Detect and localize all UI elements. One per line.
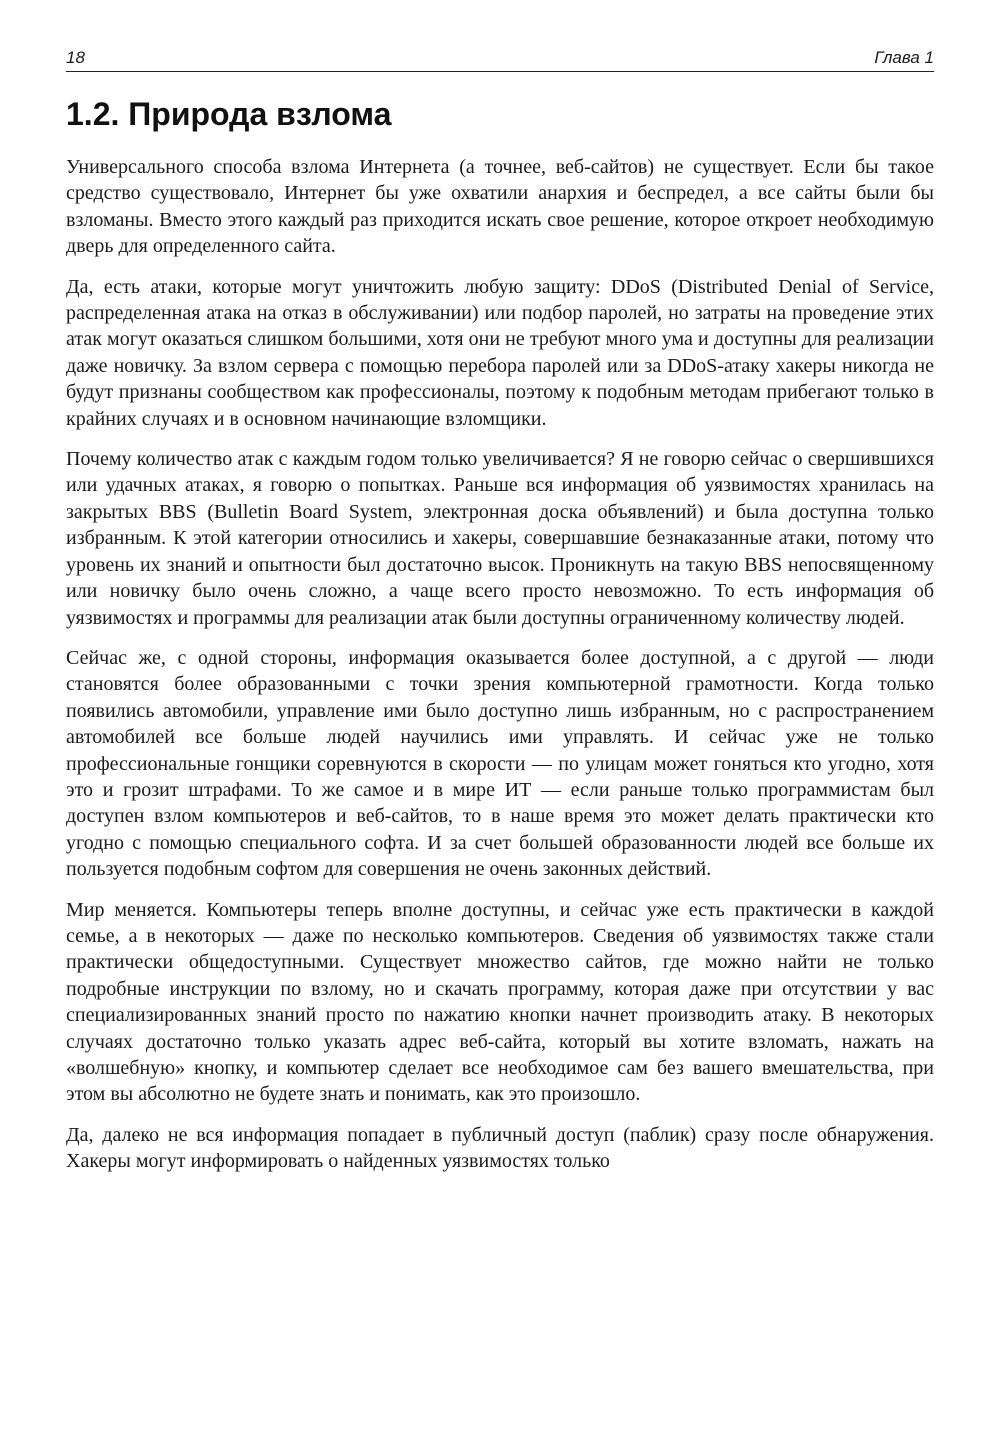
chapter-label: Глава 1 [874, 48, 934, 67]
body-text [66, 154, 934, 1175]
paragraph: Почему количество атак с каждым годом только увеличивается? Я не говорю сейчас о свершившихся или удачных атаках, я говорю о попытках. Раньше вся информация об уязвимостях хранилась на закрытых BBS (Bulletin Board System, электронная доска объявлений) и была доступна только избранным. К этой категории относились и хакеры, совершавшие безнаказанные атаки, потому что уровень их знаний и опытности был достаточно высок. Проникнуть на такую BBS непосвященному или новичку было очень сложно, а чаще всего просто невозможно. То есть информация об уязвимостях и программы для реализации атак были доступны ограниченному количеству людей. [66, 448, 935, 629]
page-number: 18 [66, 48, 85, 67]
paragraph: Да, далеко не вся информация попадает в публичный доступ (паблик) сразу после обнаружения. Хакеры могут информировать о найденных уязвимостях только [66, 1123, 934, 1173]
paragraph: Универсального способа взлома Интернета (а точнее, веб-сайтов) не существует. Если бы такое средство существовало, Интернет бы уже охватили анархия и беспредел, а все сайты были бы взломаны. Вместо этого каждый раз приходится искать свое решение, которое откроет необходимую дверь для определенного сайта. [66, 156, 934, 258]
paragraph: Мир меняется. Компьютеры теперь вполне доступны, и сейчас уже есть практически в каждой семье, а в некоторых — даже по несколько компьютеров. Сведения об уязвимостях также стали практически общедоступными. Существует множество сайтов, где можно найти не только подробные инструкции по взлому, но и скачать программу, которая даже при отсутствии у вас специализированных знаний просто по нажатию кнопки начнет производить атаку. В некоторых случаях достаточно только указать адрес веб-сайта, который вы хотите взломать, нажать на «волшебную» кнопку, и компьютер сделает все необходимое сам без вашего вмешательства, при этом вы абсолютно не будете знать и понимать, как это произошло. [66, 898, 934, 1106]
paragraph: Да, есть атаки, которые могут уничтожить любую защиту: DDoS (Distributed Denial of Service, распределенная атака на отказ в обслуживании) или подбор паролей, но затраты на проведение этих атак могут оказаться слишком большими, хотя они не требуют много ума и доступны для реализации даже новичку. За взлом сервера с помощью перебора паролей или за DDoS-атаку хакеры никогда не будут признаны сообществом как профессионалы, поэтому к подобным методам прибегают только в крайних случаях и в основном начинающие взломщики. [66, 275, 934, 430]
section-title: 1.2. Природа взлома [66, 96, 392, 132]
running-header [66, 48, 934, 72]
book-page [66, 48, 934, 1189]
paragraph: Сейчас же, с одной стороны, информация оказывается более доступной, а с другой — люди становятся более образованными с точки зрения компьютерной грамотности. Когда только появились автомобили, управление ими было доступно лишь избранным, но с распространением автомобилей все больше людей научились ими управлять. И сейчас уже не только профессиональные гонщики соревнуются в скорости — по улицам может гоняться кто угодно, хотя это и грозит штрафами. То же самое и в мире ИТ — если раньше только программистам был доступен взлом компьютеров и веб-сайтов, то в наше время это может делать практически кто угодно с помощью специального софта. И за счет большей образованности людей все больше их пользуется подобным софтом для совершения не очень законных действий. [66, 646, 934, 881]
